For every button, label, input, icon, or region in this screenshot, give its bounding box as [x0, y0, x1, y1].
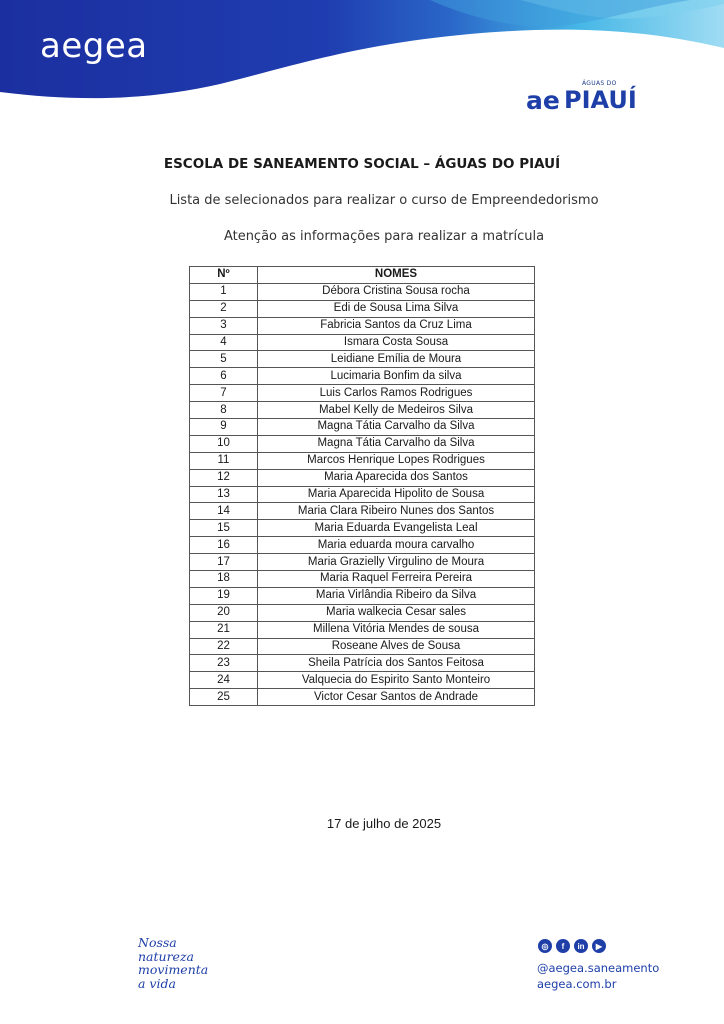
table-row — [190, 587, 535, 604]
row-name-cell: Maria walkecia Cesar sales — [258, 604, 535, 621]
youtube-icon: ▶ — [592, 939, 606, 953]
row-name-cell: Millena Vitória Mendes de sousa — [258, 621, 535, 638]
row-number-cell: 13 — [190, 486, 258, 503]
row-number-cell: 4 — [190, 334, 258, 351]
table-row — [190, 402, 535, 419]
table-row — [190, 571, 535, 588]
social-handle: @aegea.saneamento — [537, 961, 660, 975]
table-row — [190, 435, 535, 452]
row-number-cell: 6 — [190, 368, 258, 385]
table-row — [190, 385, 535, 402]
row-name-cell: Maria Raquel Ferreira Pereira — [258, 571, 535, 588]
row-number-cell: 21 — [190, 621, 258, 638]
row-number-cell: 23 — [190, 655, 258, 672]
document-date: 17 de julho de 2025 — [326, 816, 442, 831]
row-name-cell: Maria Aparecida dos Santos — [258, 469, 535, 486]
row-number-cell: 24 — [190, 672, 258, 689]
table-row — [190, 469, 535, 486]
document-subtitle: Lista de selecionados para realizar o curso de Empreendedorismo — [169, 193, 599, 208]
slogan-line: a vida — [138, 975, 176, 991]
table-row — [190, 283, 535, 300]
row-name-cell: Victor Cesar Santos de Andrade — [258, 689, 535, 706]
row-number-cell: 15 — [190, 520, 258, 537]
partner-small-label: ÁGUAS DO — [582, 80, 617, 87]
table-row — [190, 689, 535, 706]
row-number-cell: 14 — [190, 503, 258, 520]
row-name-cell: Roseane Alves de Sousa — [258, 638, 535, 655]
row-name-cell: Magna Tátia Carvalho da Silva — [258, 435, 535, 452]
row-number-cell: 19 — [190, 587, 258, 604]
row-name-cell: Luis Carlos Ramos Rodrigues — [258, 385, 535, 402]
table-row — [190, 537, 535, 554]
row-name-cell: Maria eduarda moura carvalho — [258, 537, 535, 554]
row-number-cell: 9 — [190, 419, 258, 436]
table-row — [190, 452, 535, 469]
row-number-cell: 7 — [190, 385, 258, 402]
slogan-line: Nossa — [138, 935, 177, 950]
row-number-cell: 17 — [190, 554, 258, 571]
row-name-cell: Maria Aparecida Hipolito de Sousa — [258, 486, 535, 503]
row-name-cell: Maria Virlândia Ribeiro da Silva — [258, 587, 535, 604]
table-header-row — [190, 267, 535, 284]
table-row — [190, 486, 535, 503]
row-number-cell: 20 — [190, 604, 258, 621]
document-title: ESCOLA DE SANEAMENTO SOCIAL – ÁGUAS DO PIAUÍ — [163, 156, 561, 172]
aguas-do-piaui-logo — [526, 80, 646, 120]
column-header-number: Nº — [190, 267, 258, 284]
table-row — [190, 638, 535, 655]
instagram-icon: ◎ — [538, 939, 552, 953]
row-name-cell: Maria Grazielly Virgulino de Moura — [258, 554, 535, 571]
row-number-cell: 25 — [190, 689, 258, 706]
footer-slogan — [138, 936, 208, 990]
row-name-cell: Débora Cristina Sousa rocha — [258, 283, 535, 300]
row-number-cell: 8 — [190, 402, 258, 419]
row-number-cell: 5 — [190, 351, 258, 368]
document-notice: Atenção as informações para realizar a matrícula — [223, 229, 545, 244]
partner-name: PIAUÍ — [564, 86, 637, 114]
table-row — [190, 300, 535, 317]
row-number-cell: 22 — [190, 638, 258, 655]
row-name-cell: Lucimaria Bonfim da silva — [258, 368, 535, 385]
table-row — [190, 621, 535, 638]
row-number-cell: 12 — [190, 469, 258, 486]
table-row — [190, 317, 535, 334]
row-number-cell: 16 — [190, 537, 258, 554]
slogan-line: natureza — [138, 948, 194, 964]
row-number-cell: 2 — [190, 300, 258, 317]
aegea-logo: aegea — [40, 26, 148, 66]
table-row — [190, 655, 535, 672]
row-name-cell: Ismara Costa Sousa — [258, 334, 535, 351]
table-body — [190, 283, 535, 705]
row-number-cell: 10 — [190, 435, 258, 452]
partner-ae-mark: ae — [526, 86, 560, 115]
row-name-cell: Fabricia Santos da Cruz Lima — [258, 317, 535, 334]
table-row — [190, 672, 535, 689]
table-row — [190, 334, 535, 351]
row-name-cell: Marcos Henrique Lopes Rodrigues — [258, 452, 535, 469]
row-number-cell: 1 — [190, 283, 258, 300]
linkedin-icon: in — [574, 939, 588, 953]
row-number-cell: 11 — [190, 452, 258, 469]
table-row — [190, 554, 535, 571]
row-name-cell: Sheila Patrícia dos Santos Feitosa — [258, 655, 535, 672]
row-number-cell: 18 — [190, 571, 258, 588]
table-row — [190, 604, 535, 621]
row-name-cell: Edi de Sousa Lima Silva — [258, 300, 535, 317]
row-name-cell: Valquecia do Espirito Santo Monteiro — [258, 672, 535, 689]
row-name-cell: Magna Tátia Carvalho da Silva — [258, 419, 535, 436]
column-header-names: NOMES — [258, 267, 535, 284]
selected-names-table — [189, 266, 535, 706]
row-name-cell: Maria Eduarda Evangelista Leal — [258, 520, 535, 537]
table-row — [190, 503, 535, 520]
slogan-line: movimenta — [138, 962, 209, 977]
facebook-icon: f — [556, 939, 570, 953]
row-name-cell: Mabel Kelly de Medeiros Silva — [258, 402, 535, 419]
table-row — [190, 368, 535, 385]
row-name-cell: Leidiane Emília de Moura — [258, 351, 535, 368]
social-icons — [538, 939, 606, 953]
website-url: aegea.com.br — [537, 977, 617, 991]
row-name-cell: Maria Clara Ribeiro Nunes dos Santos — [258, 503, 535, 520]
table-row — [190, 351, 535, 368]
table-row — [190, 520, 535, 537]
table-row — [190, 419, 535, 436]
row-number-cell: 3 — [190, 317, 258, 334]
